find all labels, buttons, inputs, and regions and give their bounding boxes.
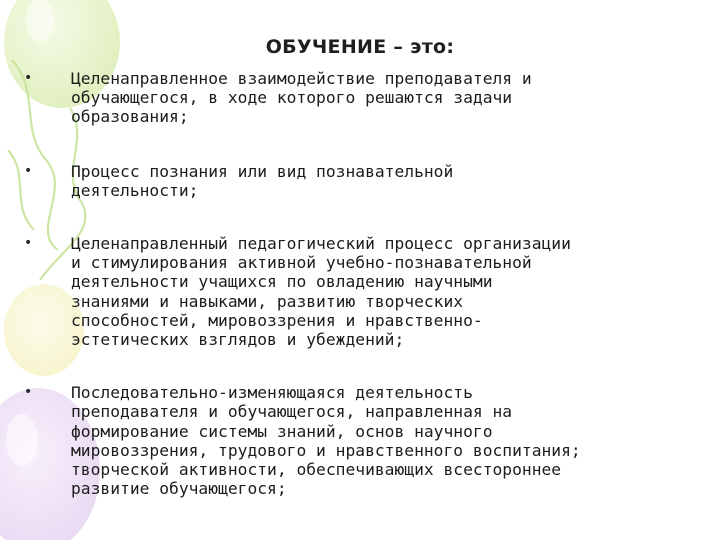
bullet-line: способностей, мировоззрения и нравственно- [71,310,483,330]
slide-title: ОБУЧЕНИЕ – это: [265,36,455,58]
bullet-line: творческой активности, обеспечивающих всестороннее [71,460,562,480]
bullet-item [20,383,710,498]
bullet-line: развитие обучающегося; [71,479,287,499]
bullet-marker: • [24,235,33,252]
bullet-marker: • [24,384,33,401]
bullet-line: деятельности учащихся по овладению научными [71,272,493,292]
bullet-item [20,162,710,200]
bullet-line: и стимулирования активной учебно-познавательной [71,253,532,273]
bullet-line: мировоззрения, трудового и нравственного воспитания; [71,440,581,460]
bullet-line: Процесс познания или вид познавательной [71,161,454,181]
bullet-line: Целенаправленное взаимодействие преподавателя и [71,69,532,88]
bullet-line: образования; [71,107,189,127]
bullet-line: эстетических взглядов и убеждений; [71,330,405,350]
bullet-marker: • [24,162,33,179]
bullet-item [20,69,710,127]
bullet-item [20,234,710,349]
bullet-line: преподавателя и обучающегося, направленная на [71,402,513,422]
bullet-list [20,69,710,498]
bullet-line: знаниями и навыками, развитию творческих [71,291,464,311]
bullet-line: Последовательно-изменяющаяся деятельность [71,383,473,403]
bullet-line: формирование системы знаний, основ научного [71,421,493,441]
bullet-line: деятельности; [71,180,199,200]
bullet-marker: • [24,70,33,86]
bullet-line: обучающегося, в ходе которого решаются задачи [71,88,513,108]
bullet-line: Целенаправленный педагогический процесс организации [71,234,571,254]
